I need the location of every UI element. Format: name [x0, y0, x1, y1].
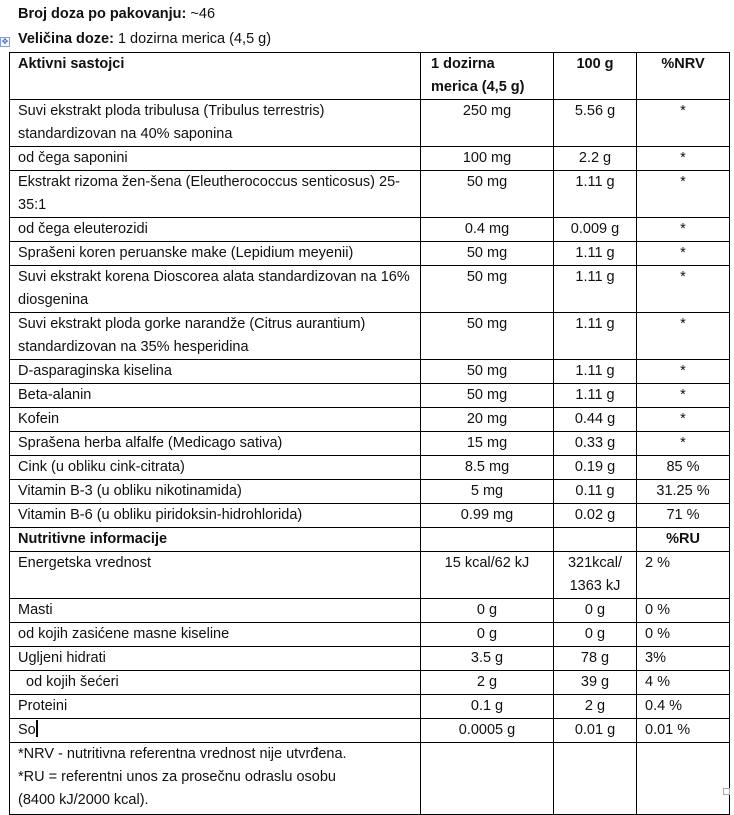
nutrition-row — [10, 552, 730, 599]
nutrient-name: Energetska vrednost — [10, 552, 421, 599]
ingredient-dose: 0.99 mg — [421, 504, 554, 528]
nutrient-per-100g: 2 g — [554, 695, 637, 719]
ingredient-nrv: 85 % — [637, 456, 730, 480]
ingredient-row — [10, 384, 730, 408]
ingredient-nrv: * — [637, 242, 730, 266]
ingredient-nrv: * — [637, 147, 730, 171]
nutrient-dose: 0 g — [421, 623, 554, 647]
ingredient-row — [10, 266, 730, 313]
ingredient-nrv: * — [637, 360, 730, 384]
doses-label: Broj doza po pakovanju: — [18, 6, 187, 22]
ingredient-row — [10, 147, 730, 171]
footnote-row — [10, 743, 730, 815]
nutrient-per-100g: 321kcal/ 1363 kJ — [554, 552, 637, 599]
nutrient-per-100g: 0 g — [554, 623, 637, 647]
empty-cell — [554, 528, 637, 552]
ingredient-dose: 5 mg — [421, 480, 554, 504]
ingredient-dose: 20 mg — [421, 408, 554, 432]
ingredient-dose: 50 mg — [421, 242, 554, 266]
ingredient-dose: 50 mg — [421, 313, 554, 360]
doses-per-package — [18, 3, 215, 25]
ingredient-nrv: 71 % — [637, 504, 730, 528]
nutrient-ru: 4 % — [637, 671, 730, 695]
ingredient-name: Suvi ekstrakt ploda gorke narandže (Citrus aurantium) standardizovan na 35% hesperidina — [10, 313, 421, 360]
nutrition-header-label: Nutritivne informacije — [10, 528, 421, 552]
ingredient-dose: 50 mg — [421, 171, 554, 218]
ingredient-name: Suvi ekstrakt ploda tribulusa (Tribulus terrestris) standardizovan na 40% saponina — [10, 100, 421, 147]
supplement-facts-table — [9, 52, 730, 815]
ingredient-dose: 50 mg — [421, 266, 554, 313]
ingredient-per-100g: 5.56 g — [554, 100, 637, 147]
ingredient-per-100g: 0.33 g — [554, 432, 637, 456]
ingredient-nrv: * — [637, 171, 730, 218]
ingredient-row — [10, 360, 730, 384]
ingredient-dose: 50 mg — [421, 360, 554, 384]
nutrient-per-100g: 0 g — [554, 599, 637, 623]
table-header-row — [10, 53, 730, 100]
ingredient-dose: 50 mg — [421, 384, 554, 408]
ingredient-dose: 0.4 mg — [421, 218, 554, 242]
ingredient-name: Cink (u obliku cink-citrata) — [10, 456, 421, 480]
nutrient-dose: 15 kcal/62 kJ — [421, 552, 554, 599]
ingredient-nrv: * — [637, 384, 730, 408]
ingredient-name: od čega eleuterozidi — [10, 218, 421, 242]
ingredient-row — [10, 242, 730, 266]
nutrient-name: Ugljeni hidrati — [10, 647, 421, 671]
nutrition-row — [10, 647, 730, 671]
ingredient-name: Suvi ekstrakt korena Dioscorea alata standardizovan na 16% diosgenina — [10, 266, 421, 313]
ingredient-nrv: * — [637, 266, 730, 313]
serving-value: 1 dozirna merica (4,5 g) — [117, 31, 272, 47]
ingredient-per-100g: 1.11 g — [554, 384, 637, 408]
nutrient-per-100g: 0.01 g — [554, 719, 637, 743]
ingredient-name: Beta-alanin — [10, 384, 421, 408]
nutrient-ru: 2 % — [637, 552, 730, 599]
ingredient-per-100g: 1.11 g — [554, 360, 637, 384]
nutrient-per-100g: 78 g — [554, 647, 637, 671]
nutrient-name: od kojih zasićene masne kiseline — [10, 623, 421, 647]
nutrient-ru: 3% — [637, 647, 730, 671]
ingredient-name: D-asparaginska kiselina — [10, 360, 421, 384]
nutrient-dose: 2 g — [421, 671, 554, 695]
ingredient-per-100g: 2.2 g — [554, 147, 637, 171]
ingredient-row — [10, 313, 730, 360]
ingredient-per-100g: 0.44 g — [554, 408, 637, 432]
ingredient-dose: 8.5 mg — [421, 456, 554, 480]
nutrition-row — [10, 719, 730, 743]
ingredient-nrv: * — [637, 408, 730, 432]
nutrient-dose: 0.0005 g — [421, 719, 554, 743]
ingredient-per-100g: 0.02 g — [554, 504, 637, 528]
nutrient-dose: 3.5 g — [421, 647, 554, 671]
ingredient-dose: 100 mg — [421, 147, 554, 171]
nutrient-name: Masti — [10, 599, 421, 623]
column-header-nrv: %NRV — [637, 53, 730, 100]
ingredient-per-100g: 1.11 g — [554, 266, 637, 313]
nutrient-ru: 0 % — [637, 599, 730, 623]
ingredient-per-100g: 1.11 g — [554, 171, 637, 218]
column-header-100g: 100 g — [554, 53, 637, 100]
ingredient-nrv: * — [637, 313, 730, 360]
nutrition-row — [10, 695, 730, 719]
footnote-line: (8400 kJ/2000 kcal). — [18, 792, 149, 808]
ingredient-name: Sprašeni koren peruanske make (Lepidium meyenii) — [10, 242, 421, 266]
ingredient-per-100g: 0.009 g — [554, 218, 637, 242]
text-cursor — [36, 720, 38, 737]
empty-cell — [421, 743, 554, 815]
empty-cell — [421, 528, 554, 552]
ingredient-per-100g: 0.11 g — [554, 480, 637, 504]
nutrient-ru: 0.01 % — [637, 719, 730, 743]
ingredient-row — [10, 432, 730, 456]
ingredient-row — [10, 100, 730, 147]
nutrition-row — [10, 623, 730, 647]
ingredient-name: Vitamin B-6 (u obliku piridoksin-hidrohlorida) — [10, 504, 421, 528]
doses-value: ~46 — [190, 6, 216, 22]
ingredient-per-100g: 1.11 g — [554, 242, 637, 266]
ingredient-row — [10, 504, 730, 528]
nutrient-name: od kojih šećeri — [10, 671, 421, 695]
ingredient-per-100g: 1.11 g — [554, 313, 637, 360]
nutrient-dose: 0 g — [421, 599, 554, 623]
nutrition-row — [10, 671, 730, 695]
column-header-ingredients: Aktivni sastojci — [10, 53, 421, 100]
ingredient-name: od čega saponini — [10, 147, 421, 171]
ingredient-row — [10, 218, 730, 242]
ingredient-name: Ekstrakt rizoma žen-šena (Eleutherococcus senticosus) 25-35:1 — [10, 171, 421, 218]
ingredient-row — [10, 408, 730, 432]
ingredient-name: Kofein — [10, 408, 421, 432]
nutrition-row — [10, 599, 730, 623]
ingredient-dose: 250 mg — [421, 100, 554, 147]
footnote-line: *NRV - nutritivna referentna vrednost nije utvrđena. — [18, 746, 347, 762]
column-header-serving: 1 dozirna merica (4,5 g) — [421, 53, 554, 100]
ingredient-row — [10, 480, 730, 504]
ingredient-name: Vitamin B-3 (u obliku nikotinamida) — [10, 480, 421, 504]
empty-cell — [554, 743, 637, 815]
nutrient-ru: 0 % — [637, 623, 730, 647]
nutrient-per-100g: 39 g — [554, 671, 637, 695]
nutrient-name: Proteini — [10, 695, 421, 719]
nutrient-name[interactable]: So — [10, 719, 421, 743]
ingredient-per-100g: 0.19 g — [554, 456, 637, 480]
empty-cell — [637, 743, 730, 815]
nutrition-header-ru: %RU — [637, 528, 730, 552]
footnotes — [10, 743, 421, 815]
ingredient-name: Sprašena herba alfalfe (Medicago sativa) — [10, 432, 421, 456]
nutrition-header-row — [10, 528, 730, 552]
serving-size — [18, 28, 271, 50]
footnote-line: *RU = referentni unos za prosečnu odraslu osobu — [18, 769, 336, 785]
ingredient-nrv: * — [637, 100, 730, 147]
nutrient-ru: 0.4 % — [637, 695, 730, 719]
ingredient-nrv: * — [637, 432, 730, 456]
ingredient-row — [10, 456, 730, 480]
ingredient-dose: 15 mg — [421, 432, 554, 456]
table-move-handle-icon[interactable]: ✥ — [1, 37, 9, 46]
serving-label: Veličina doze: — [18, 31, 114, 47]
ingredient-nrv: * — [637, 218, 730, 242]
ingredient-row — [10, 171, 730, 218]
ingredient-nrv: 31.25 % — [637, 480, 730, 504]
nutrient-dose: 0.1 g — [421, 695, 554, 719]
